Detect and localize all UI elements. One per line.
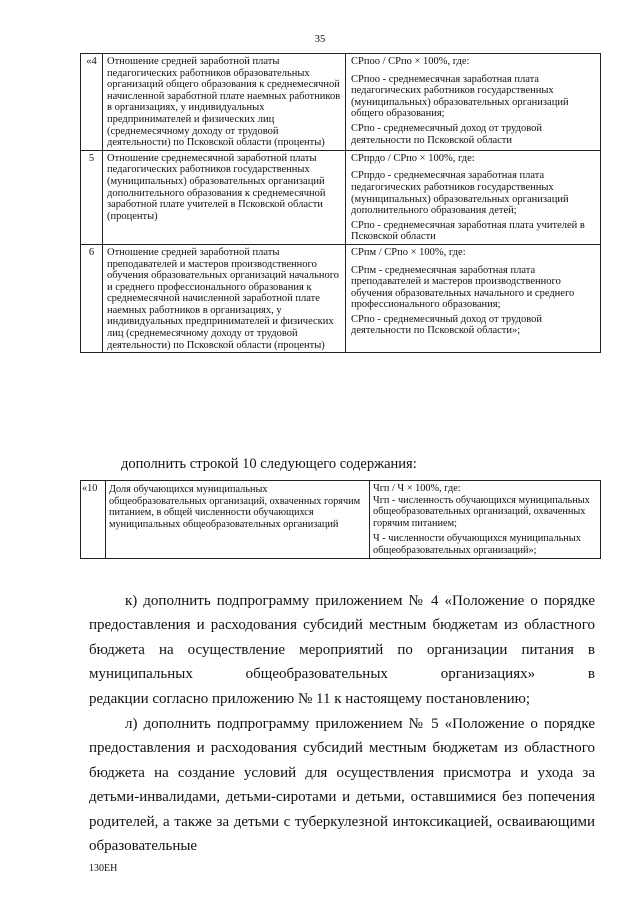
document-code: 130ЕН [89, 863, 118, 874]
definition: Чгп - численность обучающихся муниципальных общеобразовательных организаций, охваченных горячим питанием; [373, 494, 590, 529]
paragraph-k [89, 589, 595, 711]
table-row [81, 481, 601, 559]
definition: СРпо - среднемесячная заработная плата учителей в Псковской области [351, 219, 585, 243]
definition: СРпрдо - среднемесячная заработная плата педагогических работников государственных (муниципальных) образовательных организаций дополнительного образования детей; [351, 170, 569, 217]
formula: СРпм / СРпо × 100%, где: [351, 246, 466, 258]
row-number: 6 [81, 244, 103, 352]
paragraph-l-body: л) дополнить подпрограмму приложением № 5 «Положение о порядке предоставления и расходования субсидий местным бюджетам из областного бюджета на создание условий для осуществления присмотра и ухода за детьми-инвалидами, детьми-сиротами и детьми, оставшимися без попечения родителей, а также за детьми с туберкулезной интоксикацией, осваивающими образовательные [89, 716, 595, 855]
table-row [81, 244, 601, 352]
page-number: 35 [314, 34, 326, 45]
row-number: «10 [81, 481, 106, 559]
formula: СРпрдо / СРпо × 100%, где: [351, 152, 475, 164]
paragraph-k-last-line: редакции согласно приложению № 11 к настоящему постановлению; [89, 690, 530, 707]
table-row [81, 54, 601, 151]
row10-table [80, 480, 601, 559]
calculation-method [346, 54, 601, 151]
indicator-name: Отношение среднемесячной заработной платы педагогических работников государственных (муниципальных) образовательных организаций дополнительного образования к среднемесячной заработной плате учителей в Псковской области (проценты) [103, 150, 346, 244]
row-number: «4 [81, 54, 103, 151]
definition: СРпоо - среднемесячная заработная плата педагогических работников государственных (муниципальных) образовательных организаций общего образования; [351, 73, 569, 120]
row-number: 5 [81, 150, 103, 244]
definition: Ч - численности обучающихся муниципальных общеобразовательных организаций»; [373, 533, 581, 556]
definition: СРпо - среднемесячный доход от трудовой деятельности по Псковской области»; [351, 313, 542, 337]
definition: СРпм - среднемесячная заработная плата преподавателей и мастеров производственного обучения образовательных начального и среднего профессионального образования; [351, 264, 575, 311]
formula: Чгп / Ч × 100%, где: [373, 483, 461, 494]
indicator-name: Отношение средней заработной платы педагогических работников образовательных организаций общего образования к среднемесячной начисленной заработной плате наемных работников в организациях, у индивидуальных предпринимателей и физических лиц (среднемесячному доходу от трудовой деятельности) по Псковской области (проценты) [103, 54, 346, 151]
calculation-method [346, 150, 601, 244]
formula: СРпоо / СРпо × 100%, где: [351, 56, 470, 67]
calculation-method [346, 244, 601, 352]
paragraph-l [89, 712, 595, 855]
table-row [81, 150, 601, 244]
paragraph-k-body: к) дополнить подпрограмму приложением № 4 «Положение о порядке предоставления и расходования субсидий местным бюджетам из областного бюджета на осуществление мероприятий по организации питания в муниципальных общеобразовательных организациях» в [89, 593, 595, 683]
definition: СРпо - среднемесячный доход от трудовой деятельности по Псковской области [351, 122, 542, 146]
indicator-name: Доля обучающихся муниципальных общеобразовательных организаций, охваченных горячим питанием, в общей численности обучающихся муниципальных общеобразовательных организаций [106, 481, 370, 559]
indicator-name: Отношение средней заработной платы преподавателей и мастеров производственного обучения образовательных организаций начального и среднего профессионального образования к среднемесячной начисленной заработной плате наемных работников в организациях, у индивидуальных предпринимателей и физических лиц (среднемесячному доходу от трудовой деятельности) по Псковской области (проценты) [103, 244, 346, 352]
indicators-table [80, 53, 601, 353]
calculation-method [370, 481, 601, 559]
add-row-instruction: дополнить строкой 10 следующего содержания: [121, 456, 417, 472]
